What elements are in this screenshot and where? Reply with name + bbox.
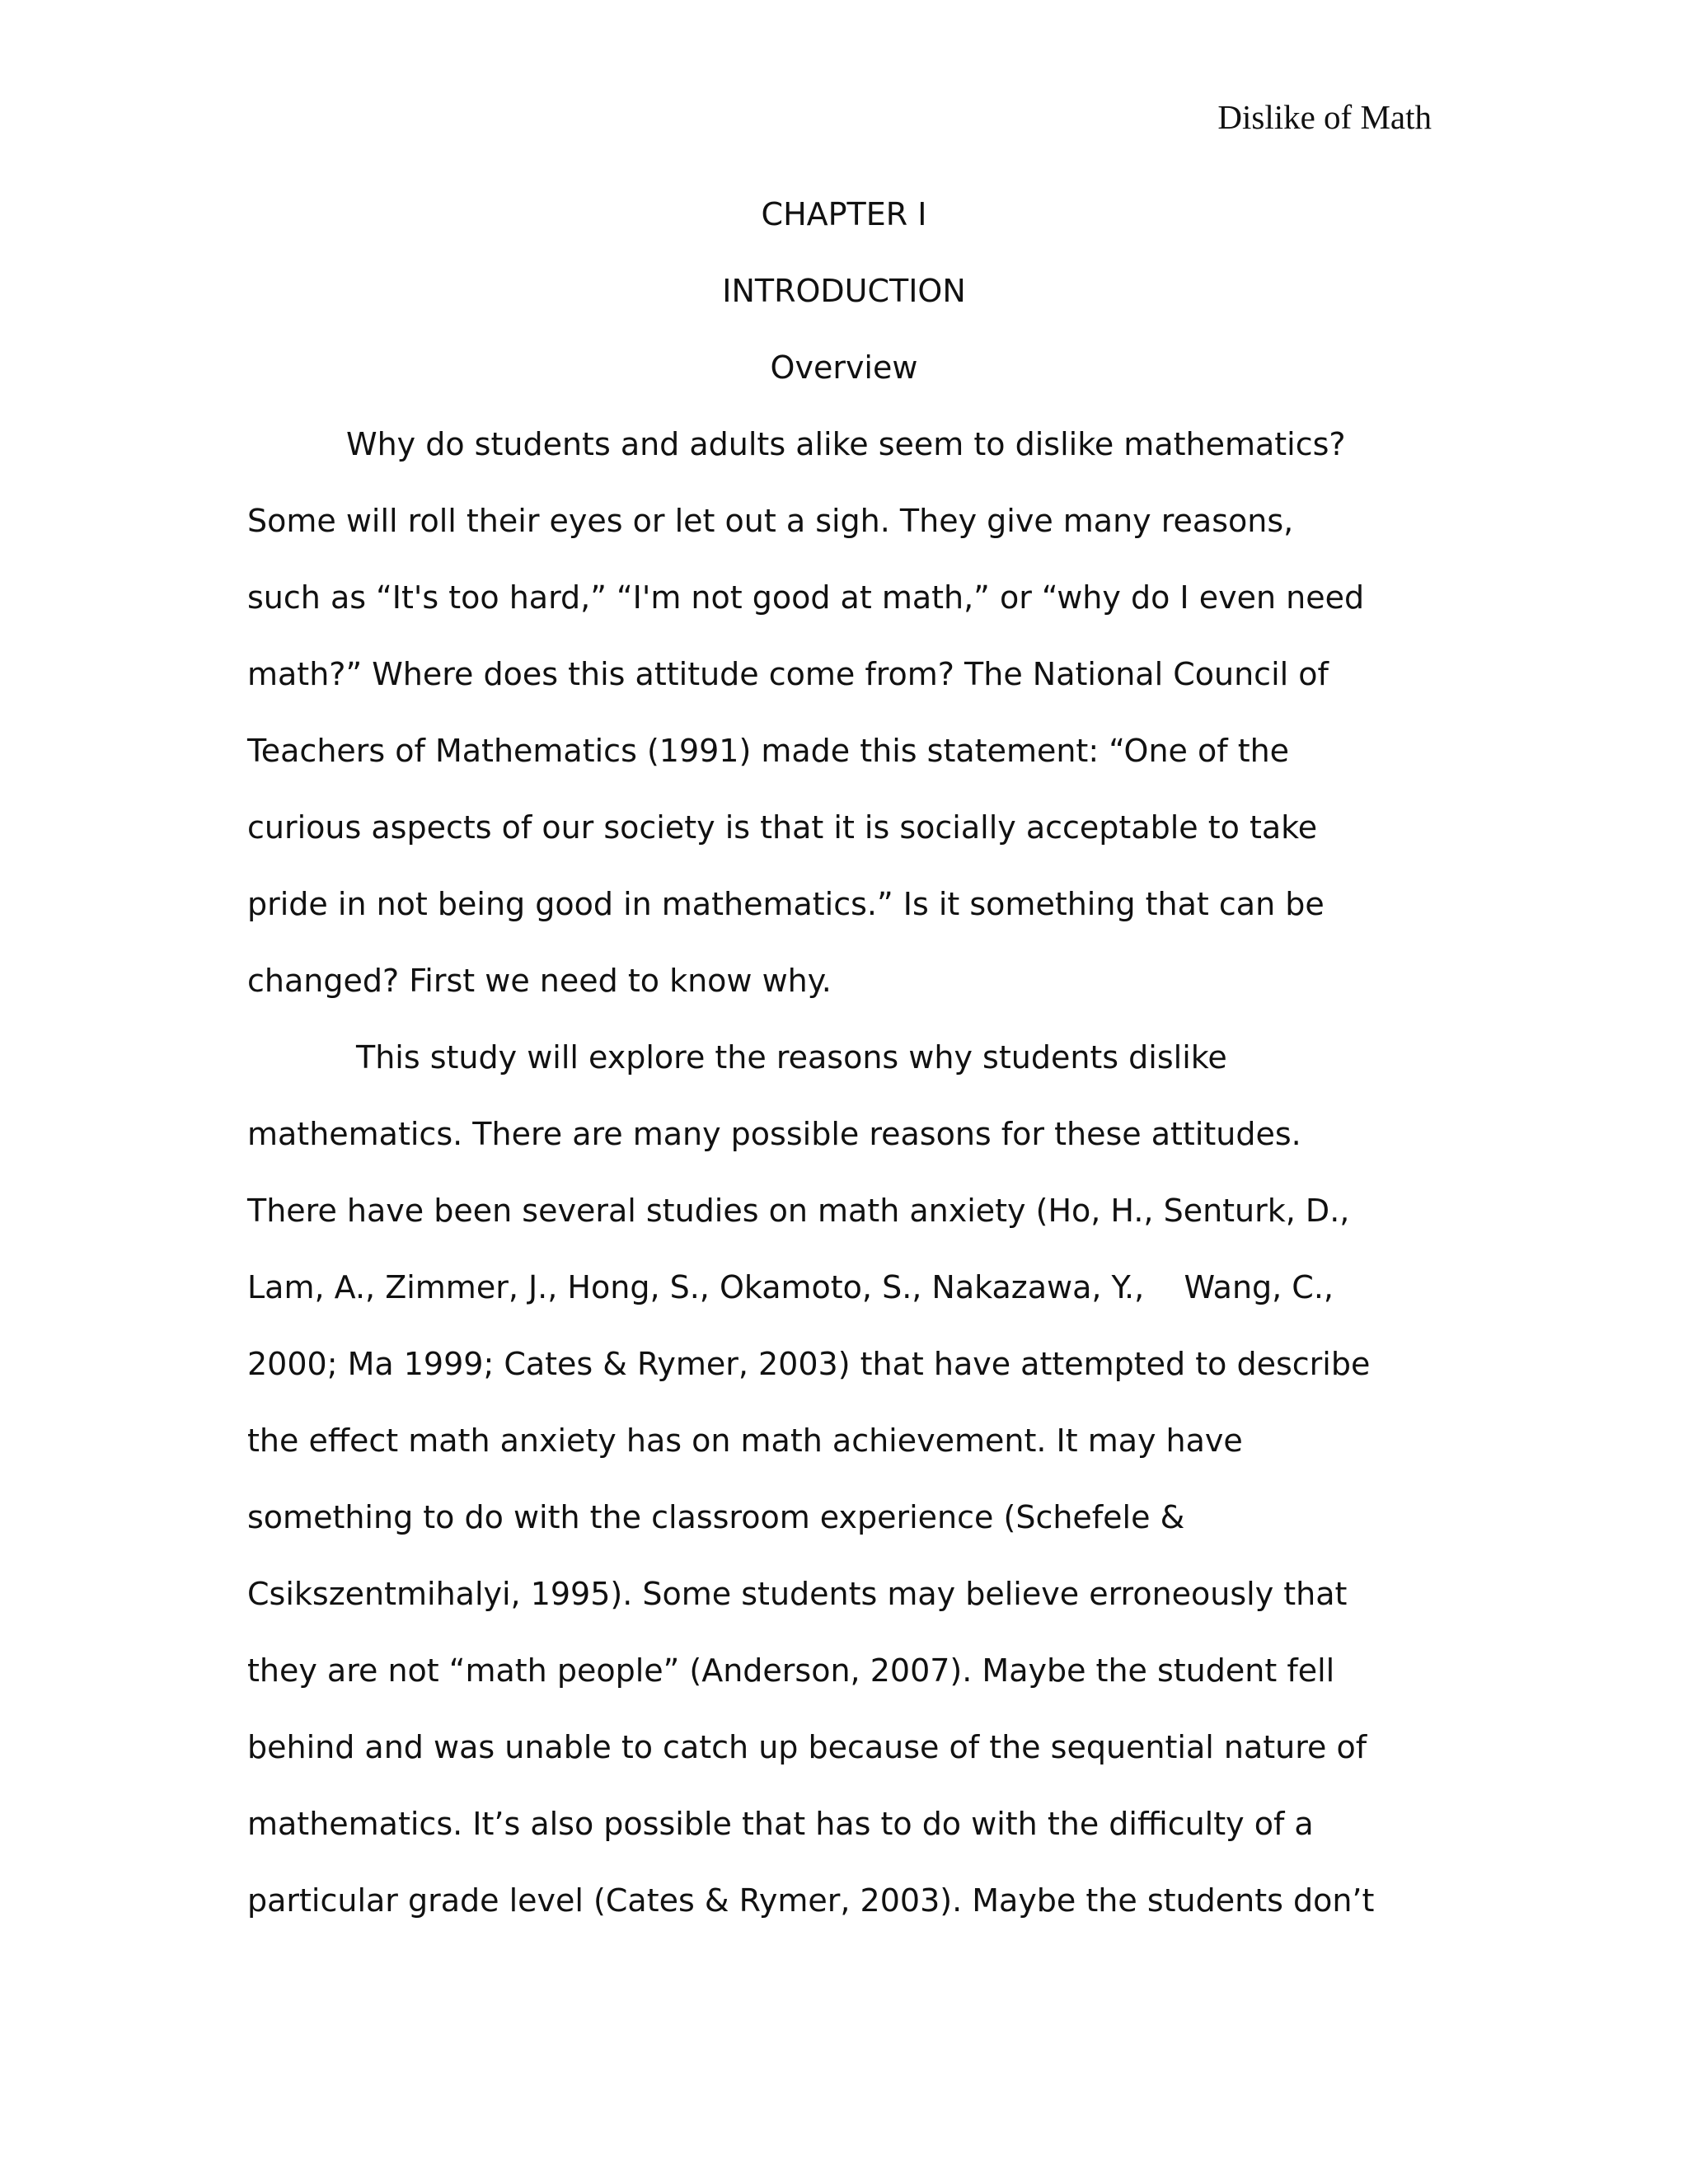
paragraph-line: something to do with the classroom experience (Schefele &: [247, 1499, 1185, 1535]
section-heading: Overview: [770, 349, 918, 386]
paragraph-line: pride in not being good in mathematics.” Is it something that can be: [247, 886, 1325, 922]
paragraph-line: Some will roll their eyes or let out a sigh. They give many reasons,: [247, 503, 1294, 539]
paragraph-line: behind and was unable to catch up because of the sequential nature of: [247, 1729, 1367, 1765]
paragraph-line: There have been several studies on math anxiety (Ho, H., Senturk, D.,: [247, 1193, 1350, 1229]
paragraph-line: the effect math anxiety has on math achievement. It may have: [247, 1422, 1243, 1459]
paragraph-line: Lam, A., Zimmer, J., Hong, S., Okamoto, S., Nakazawa, Y., Wang, C.,: [247, 1269, 1334, 1305]
chapter-heading: CHAPTER I: [761, 196, 927, 232]
running-head: Dislike of Math: [1217, 98, 1432, 136]
paragraph-line: mathematics. It’s also possible that has to do with the difficulty of a: [247, 1806, 1314, 1842]
paragraph-line: curious aspects of our society is that it is socially acceptable to take: [247, 809, 1318, 846]
paragraph-line: math?” Where does this attitude come from? The National Council of: [247, 656, 1329, 692]
paragraph-line: Teachers of Mathematics (1991) made this statement: “One of the: [247, 733, 1290, 769]
paragraph-line: Csikszentmihalyi, 1995). Some students may believe erroneously that: [247, 1576, 1348, 1612]
paragraph-line: mathematics. There are many possible reasons for these attitudes.: [247, 1116, 1301, 1152]
paragraph-line: This study will explore the reasons why students dislike: [356, 1039, 1227, 1076]
paragraph-line: changed? First we need to know why.: [247, 963, 832, 999]
paragraph-line: such as “It's too hard,” “I'm not good at math,” or “why do I even need: [247, 579, 1365, 616]
paragraph-line: they are not “math people” (Anderson, 2007). Maybe the student fell: [247, 1652, 1335, 1689]
title-heading: INTRODUCTION: [722, 273, 966, 309]
paragraph-line: particular grade level (Cates & Rymer, 2003). Maybe the students don’t: [247, 1882, 1375, 1919]
paragraph-line: 2000; Ma 1999; Cates & Rymer, 2003) that have attempted to describe: [247, 1346, 1371, 1382]
paragraph-line: Why do students and adults alike seem to dislike mathematics?: [346, 426, 1346, 462]
